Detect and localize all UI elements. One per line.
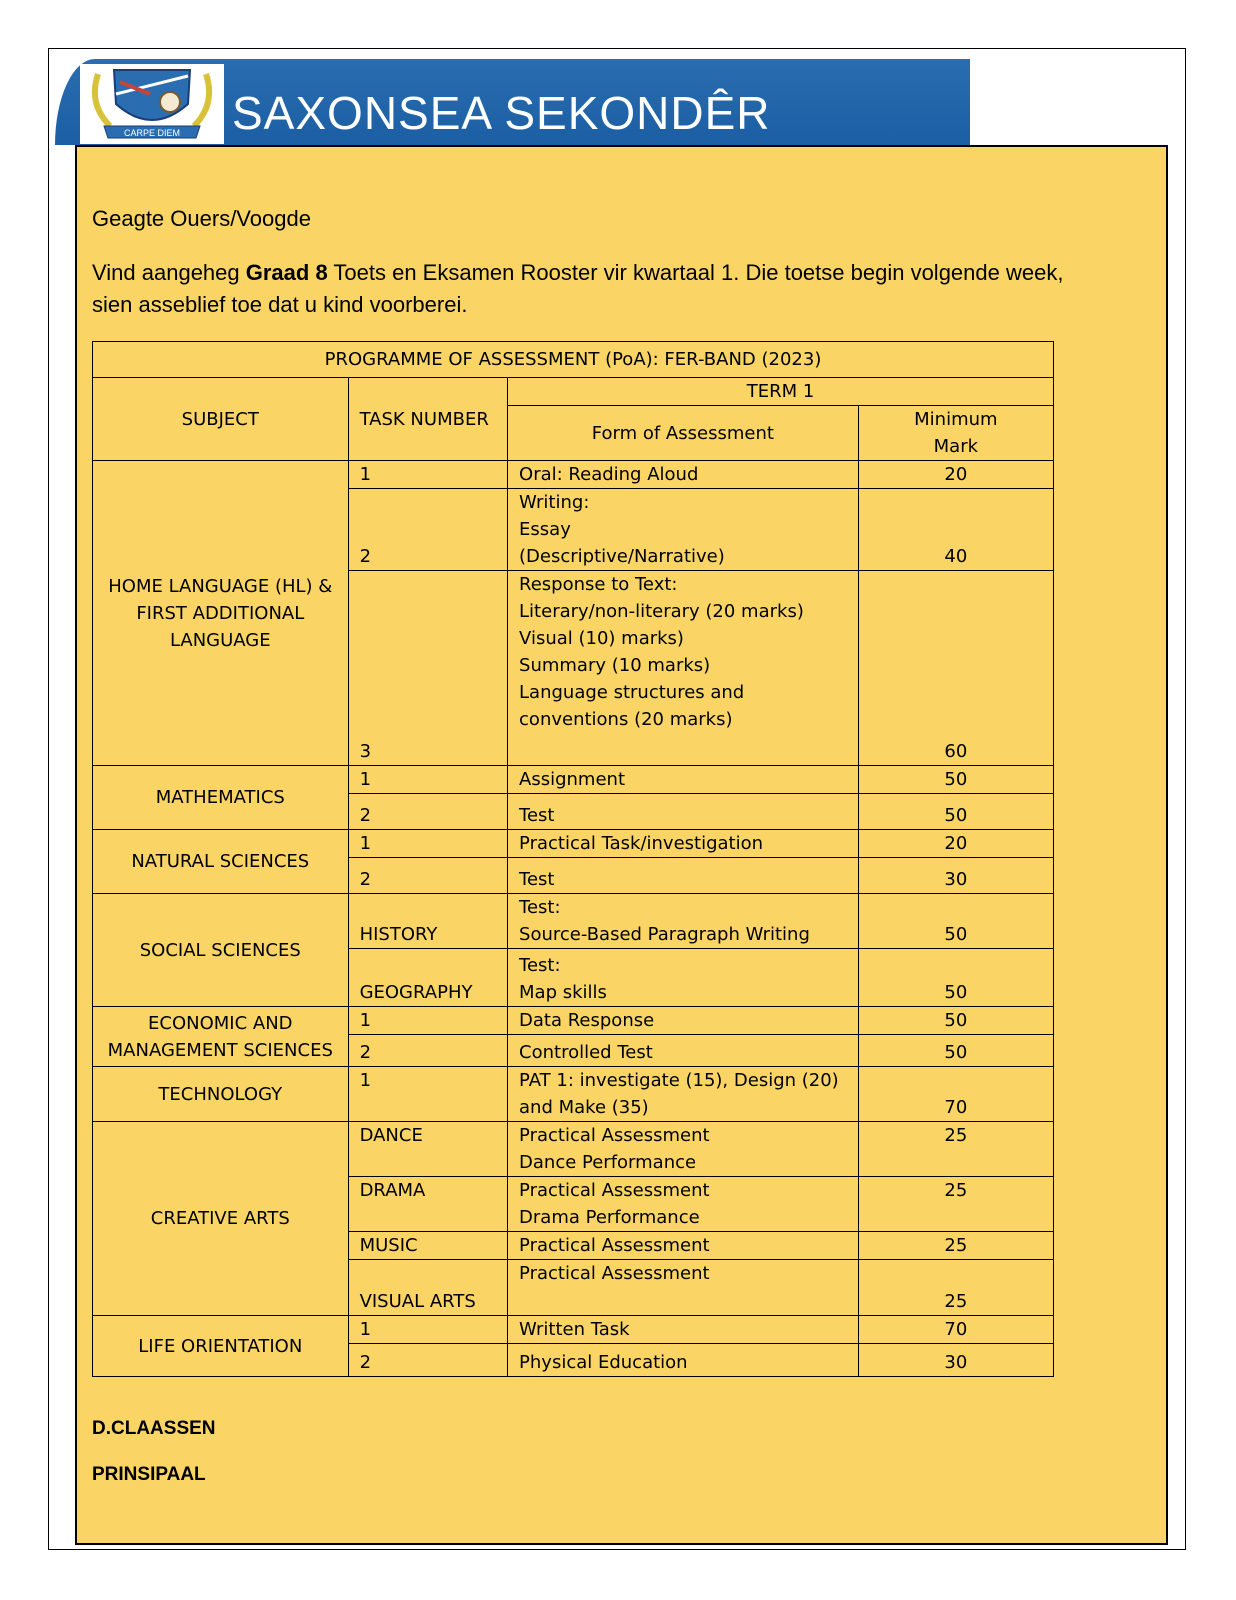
header-task-number: TASK NUMBER [348, 378, 507, 461]
school-crest-icon [80, 64, 224, 144]
form-of-assessment-cell: Practical Task/investigation [508, 830, 859, 858]
minimum-mark-cell: 50 [858, 1007, 1053, 1035]
minimum-mark-cell: 25 [858, 1177, 1053, 1232]
header-subject: SUBJECT [93, 378, 349, 461]
form-of-assessment-cell: Written Task [508, 1316, 859, 1344]
table-row [93, 1007, 1054, 1035]
table-title: PROGRAMME OF ASSESSMENT (PoA): FER-BAND (2023) [93, 342, 1054, 378]
task-number-cell: GEOGRAPHY [348, 949, 507, 1007]
task-number-cell: 1 [348, 766, 507, 794]
minimum-mark-cell: 50 [858, 949, 1053, 1007]
intro-text-end: Toets en Eksamen Rooster vir kwartaal 1. Die toetse begin volgende week, sien asseblief toe dat u kind voorberei. [92, 260, 1064, 317]
form-of-assessment-cell: Practical Assessment Drama Performance [508, 1177, 859, 1232]
minimum-mark-cell: 50 [858, 766, 1053, 794]
table-row [93, 461, 1054, 489]
form-of-assessment-cell: Test: Map skills [508, 949, 859, 1007]
subject-cell: ECONOMIC AND MANAGEMENT SCIENCES [93, 1007, 349, 1067]
school-logo [80, 64, 224, 144]
form-of-assessment-cell: Data Response [508, 1007, 859, 1035]
task-number-cell: DANCE [348, 1122, 507, 1177]
subject-cell: HOME LANGUAGE (HL) & FIRST ADDITIONAL LANGUAGE [93, 461, 349, 766]
form-of-assessment-cell: PAT 1: investigate (15), Design (20) and Make (35) [508, 1067, 859, 1122]
task-number-cell: DRAMA [348, 1177, 507, 1232]
task-number-cell: 2 [348, 1035, 507, 1067]
header-minimum-mark: Minimum Mark [858, 406, 1053, 461]
table-row [93, 1122, 1054, 1177]
form-of-assessment-cell: Test [508, 794, 859, 830]
minimum-mark-cell: 50 [858, 794, 1053, 830]
minimum-mark-cell: 40 [858, 489, 1053, 571]
form-of-assessment-cell: Response to Text: Literary/non-literary (20 marks) Visual (10) marks) Summary (10 marks) Language structures and conventions (20 marks) [508, 571, 859, 766]
subject-cell: SOCIAL SCIENCES [93, 894, 349, 1007]
task-number-cell: 1 [348, 1007, 507, 1035]
minimum-mark-cell: 30 [858, 858, 1053, 894]
task-number-cell: 1 [348, 830, 507, 858]
assessment-table [92, 341, 1054, 1377]
minimum-mark-cell: 70 [858, 1067, 1053, 1122]
task-number-cell: 1 [348, 461, 507, 489]
intro-grade: Graad 8 [245, 260, 328, 285]
minimum-mark-cell: 25 [858, 1232, 1053, 1260]
form-of-assessment-cell: Test: Source-Based Paragraph Writing [508, 894, 859, 949]
minimum-mark-cell: 20 [858, 461, 1053, 489]
task-number-cell: VISUAL ARTS [348, 1260, 507, 1316]
subject-cell: LIFE ORIENTATION [93, 1316, 349, 1377]
task-number-cell: 2 [348, 794, 507, 830]
task-number-cell: 1 [348, 1316, 507, 1344]
form-of-assessment-cell: Practical Assessment Dance Performance [508, 1122, 859, 1177]
table-row [93, 766, 1054, 794]
minimum-mark-cell: 25 [858, 1122, 1053, 1177]
signature-name: D.CLAASSEN [92, 1418, 216, 1439]
minimum-mark-cell: 20 [858, 830, 1053, 858]
minimum-mark-cell: 70 [858, 1316, 1053, 1344]
table-row [93, 830, 1054, 858]
form-of-assessment-cell: Controlled Test [508, 1035, 859, 1067]
form-of-assessment-cell: Practical Assessment [508, 1260, 859, 1316]
signature-title: PRINSIPAAL [92, 1464, 206, 1485]
minimum-mark-cell: 50 [858, 1035, 1053, 1067]
subject-cell: MATHEMATICS [93, 766, 349, 830]
task-number-cell: HISTORY [348, 894, 507, 949]
minimum-mark-cell: 30 [858, 1344, 1053, 1377]
table-row [93, 1067, 1054, 1122]
header-term: TERM 1 [508, 378, 1054, 406]
task-number-cell: 1 [348, 1067, 507, 1122]
subject-cell: NATURAL SCIENCES [93, 830, 349, 894]
minimum-mark-cell: 50 [858, 894, 1053, 949]
logo-motto: CARPE DIEM [123, 128, 181, 138]
task-number-cell: 2 [348, 489, 507, 571]
table-row [93, 1316, 1054, 1344]
task-number-cell: 2 [348, 858, 507, 894]
form-of-assessment-cell: Practical Assessment [508, 1232, 859, 1260]
assessment-table-body [93, 461, 1054, 1377]
form-of-assessment-cell: Physical Education [508, 1344, 859, 1377]
form-of-assessment-cell: Writing: Essay (Descriptive/Narrative) [508, 489, 859, 571]
task-number-cell: MUSIC [348, 1232, 507, 1260]
letter-greeting: Geagte Ouers/Voogde [92, 206, 311, 231]
intro-text-start: Vind aangeheg [92, 260, 246, 285]
school-name: SAXONSEA SEKONDÊR [232, 87, 771, 139]
form-of-assessment-cell: Oral: Reading Aloud [508, 461, 859, 489]
subject-cell: TECHNOLOGY [93, 1067, 349, 1122]
task-number-cell: 2 [348, 1344, 507, 1377]
minimum-mark-cell: 25 [858, 1260, 1053, 1316]
table-row [93, 894, 1054, 949]
header-form: Form of Assessment [508, 406, 859, 461]
form-of-assessment-cell: Test [508, 858, 859, 894]
task-number-cell: 3 [348, 571, 507, 766]
form-of-assessment-cell: Assignment [508, 766, 859, 794]
minimum-mark-cell: 60 [858, 571, 1053, 766]
subject-cell: CREATIVE ARTS [93, 1122, 349, 1316]
letter-intro [92, 257, 1102, 321]
